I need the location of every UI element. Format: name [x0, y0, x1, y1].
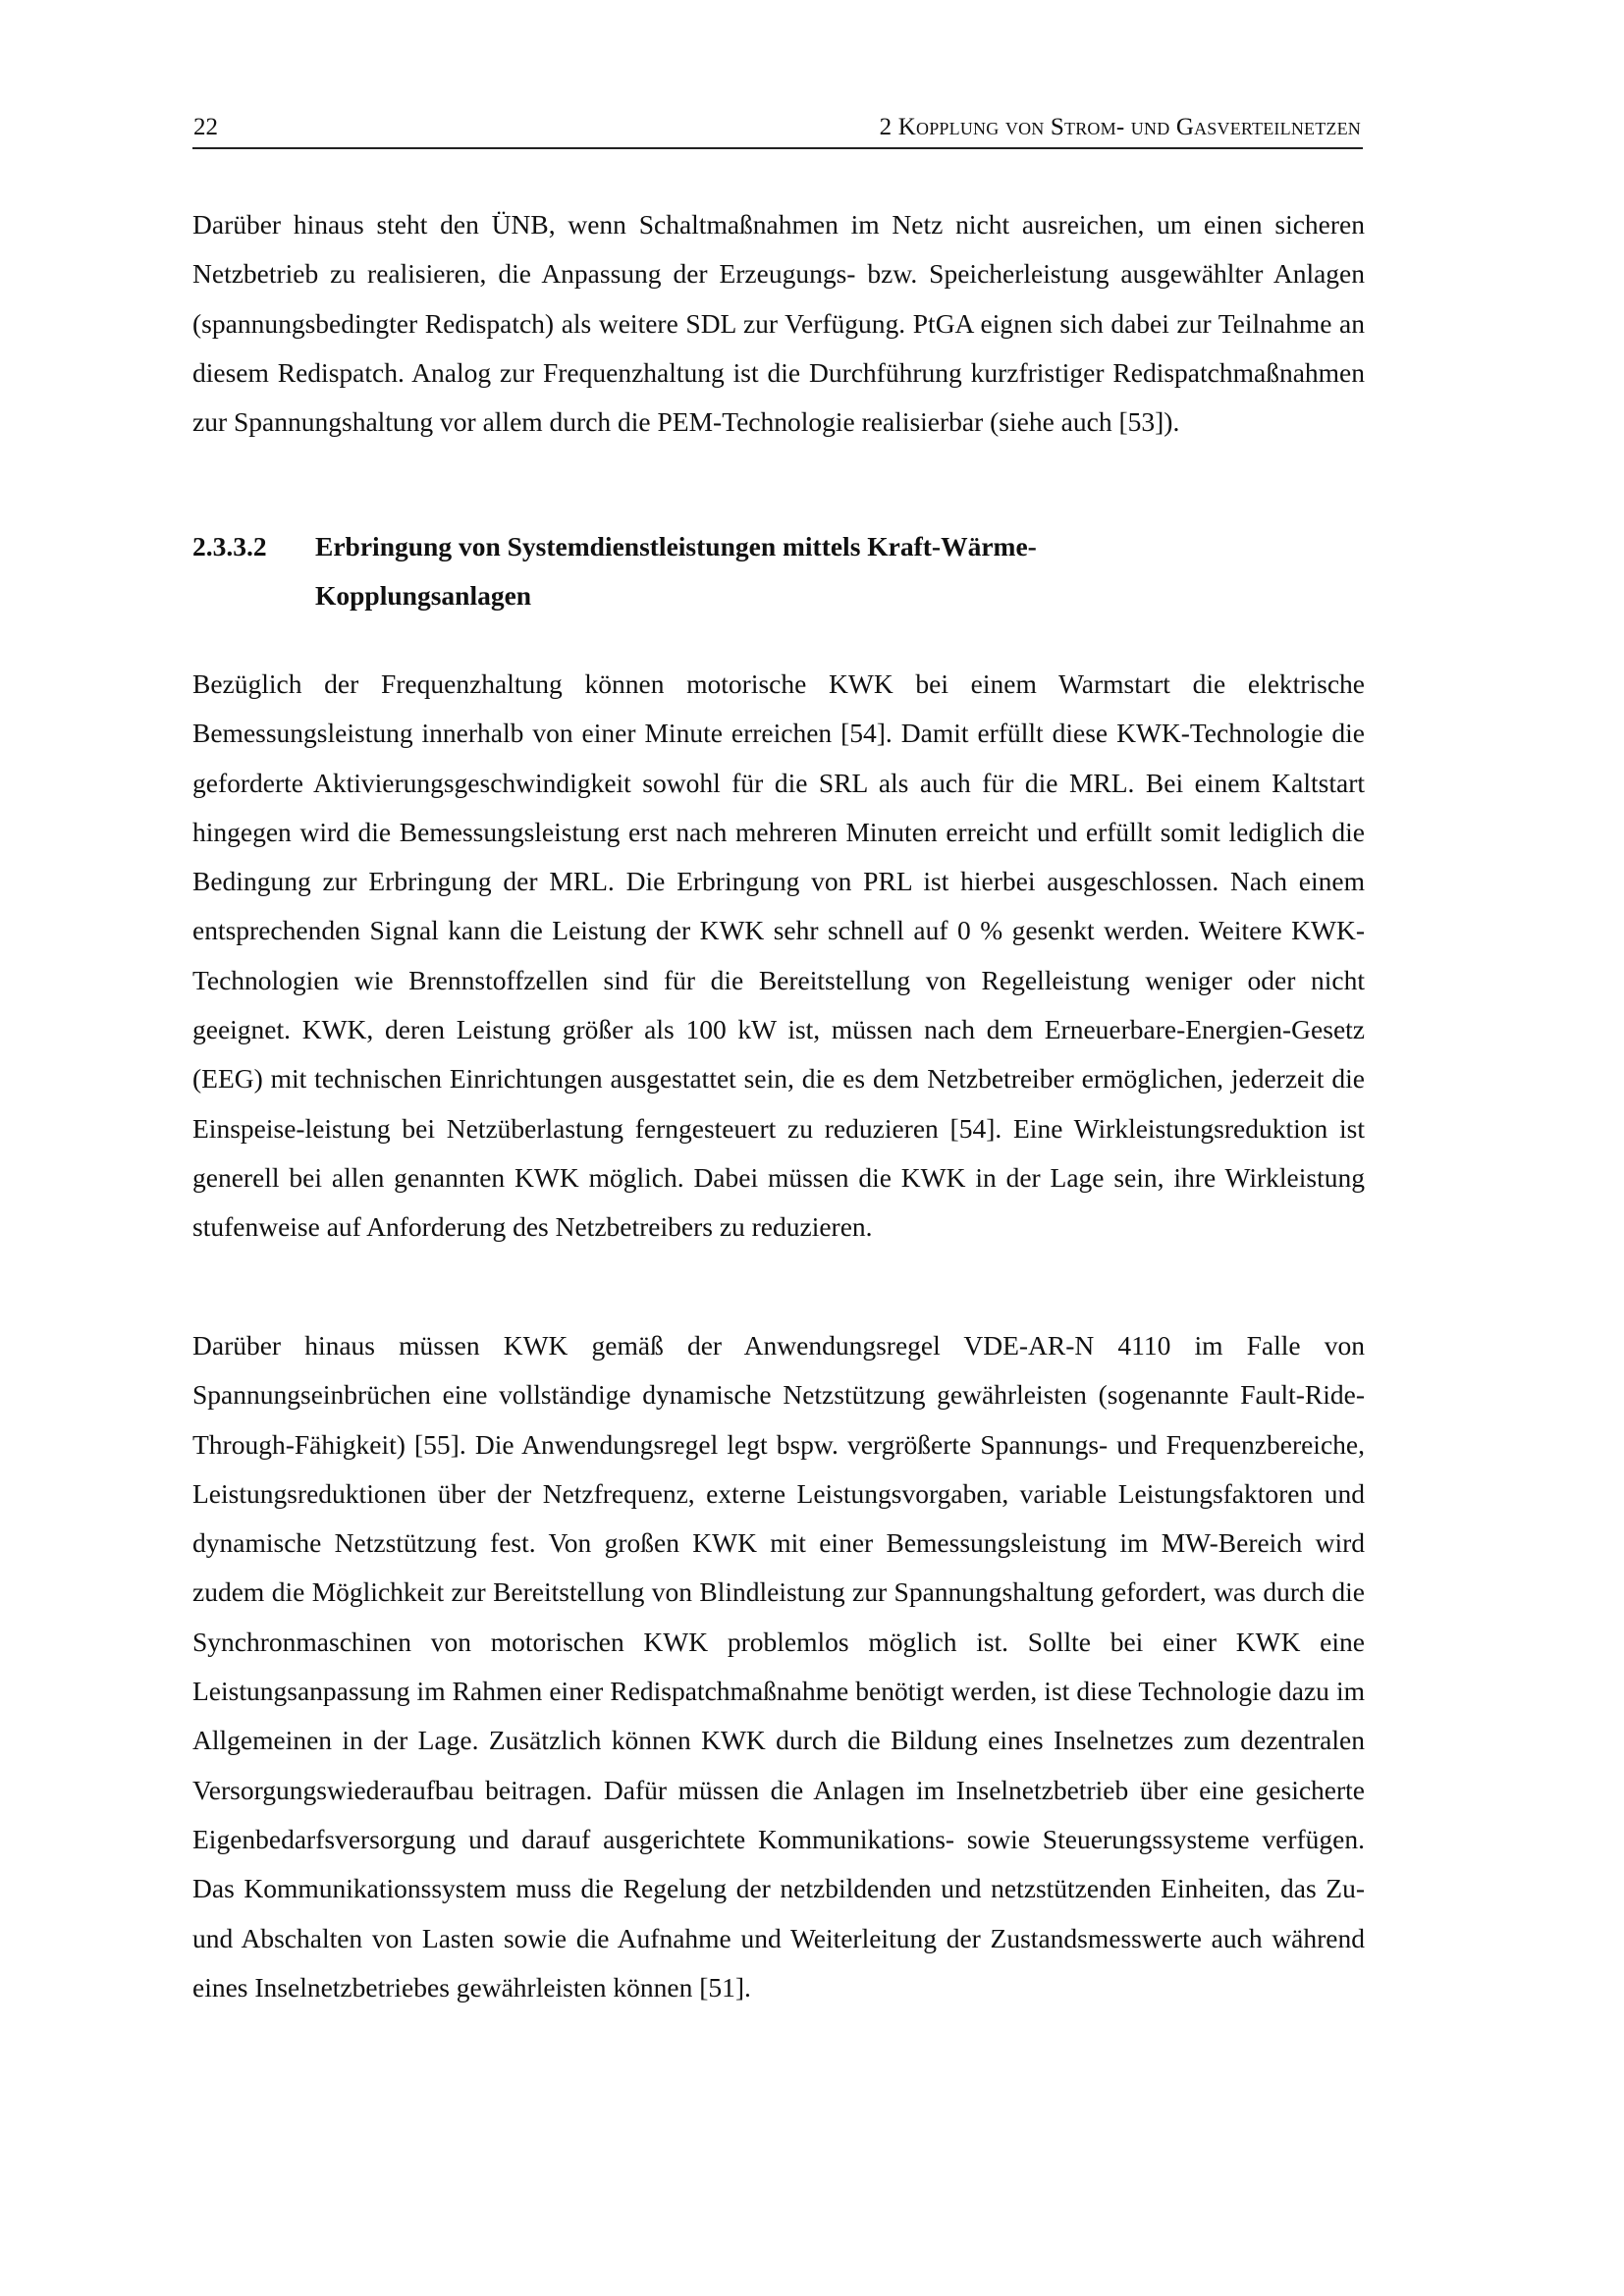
running-header	[192, 110, 1363, 149]
section-number: 2.3.3.2	[192, 531, 267, 561]
chapter-title: 2 Kopplung von Strom- und Gasverteilnetzen	[879, 114, 1361, 140]
section-heading	[192, 522, 1365, 621]
paragraph-frequency-control: Bezüglich der Frequenzhaltung können motorische KWK bei einem Warmstart die elektrische Bemessungsleistung innerhalb von einer Minute erreichen [54]. Damit erfüllt diese KWK-Technologie die geforderte Aktivierungsgeschwindigkeit sowohl für die SRL als auch für die MRL. Bei einem Kaltstart hingegen wird die Bemessungsleistung erst nach mehreren Minuten erreicht und erfüllt somit lediglich die Bedingung zur Erbringung der MRL. Die Erbringung von PRL ist hierbei ausgeschlossen. Nach einem entsprechenden Signal kann die Leistung der KWK sehr schnell auf 0 % gesenkt werden. Weitere KWK-Technologien wie Brennstoffzellen sind für die Bereitstellung von Regelleistung weniger oder nicht geeignet. KWK, deren Leistung größer als 100 kW ist, müssen nach dem Erneuerbare-Energien-Gesetz (EEG) mit technischen Einrichtungen ausgestattet sein, die es dem Netzbetreiber ermöglichen, jederzeit die Einspeise-leistung bei Netzüberlastung ferngesteuert zu reduzieren [54]. Eine Wirkleistungsreduktion ist generell bei allen genannten KWK möglich. Dabei müssen die KWK in der Lage sein, ihre Wirkleistung stufenweise auf Anforderung des Netzbetreibers zu reduzieren.	[192, 668, 1365, 1243]
page-number: 22	[193, 114, 218, 140]
section-title: Erbringung von Systemdienstleistungen mittels Kraft-Wärme-Kopplungsanlagen	[315, 531, 1037, 612]
paragraph-voltage-control: Darüber hinaus müssen KWK gemäß der Anwendungsregel VDE-AR-N 4110 im Falle von Spannungseinbrüchen eine vollständige dynamische Netzstützung gewährleisten (sogenannte Fault-Ride-Through-Fähigkeit) [55]. Die Anwendungsregel legt bspw. vergrößerte Spannungs- und Frequenzbereiche, Leistungsreduktionen über der Netzfrequenz, externe Leistungsvorgaben, variable Leistungsfaktoren und dynamische Netzstützung fest. Von großen KWK mit einer Bemessungsleistung im MW-Bereich wird zudem die Möglichkeit zur Bereitstellung von Blindleistung zur Spannungshaltung gefordert, was durch die Synchronmaschinen von motorischen KWK problemlos möglich ist. Sollte bei einer KWK eine Leistungsanpassung im Rahmen einer Redispatchmaßnahme benötigt werden, ist diese Technologie dazu im Allgemeinen in der Lage. Zusätzlich können KWK durch die Bildung eines Inselnetzes zum dezentralen Versorgungswiederaufbau beitragen. Dafür müssen die Anlagen im Inselnetzbetrieb über eine gesicherte Eigenbedarfsversorgung und darauf ausgerichtete Kommunikations- sowie Steuerungssysteme verfügen. Das Kommunikationssystem muss die Regelung der netzbildenden und netzstützenden Einheiten, das Zu- und Abschalten von Lasten sowie die Aufnahme und Weiterleitung der Zustandsmesswerte auch während eines Inselnetzbetriebes gewährleisten können [51].	[192, 1330, 1365, 2002]
paragraph-redispatch: Darüber hinaus steht den ÜNB, wenn Schaltmaßnahmen im Netz nicht ausreichen, um einen sicheren Netzbetrieb zu realisieren, die Anpassung der Erzeugungs- bzw. Speicherleistung ausgewählter Anlagen (spannungsbedingter Redispatch) als weitere SDL zur Verfügung. PtGA eignen sich dabei zur Teilnahme an diesem Redispatch. Analog zur Frequenzhaltung ist die Durchführung kurzfristiger Redispatchmaßnahmen zur Spannungshaltung vor allem durch die PEM-Technologie realisierbar (siehe auch [53]).	[192, 209, 1365, 438]
